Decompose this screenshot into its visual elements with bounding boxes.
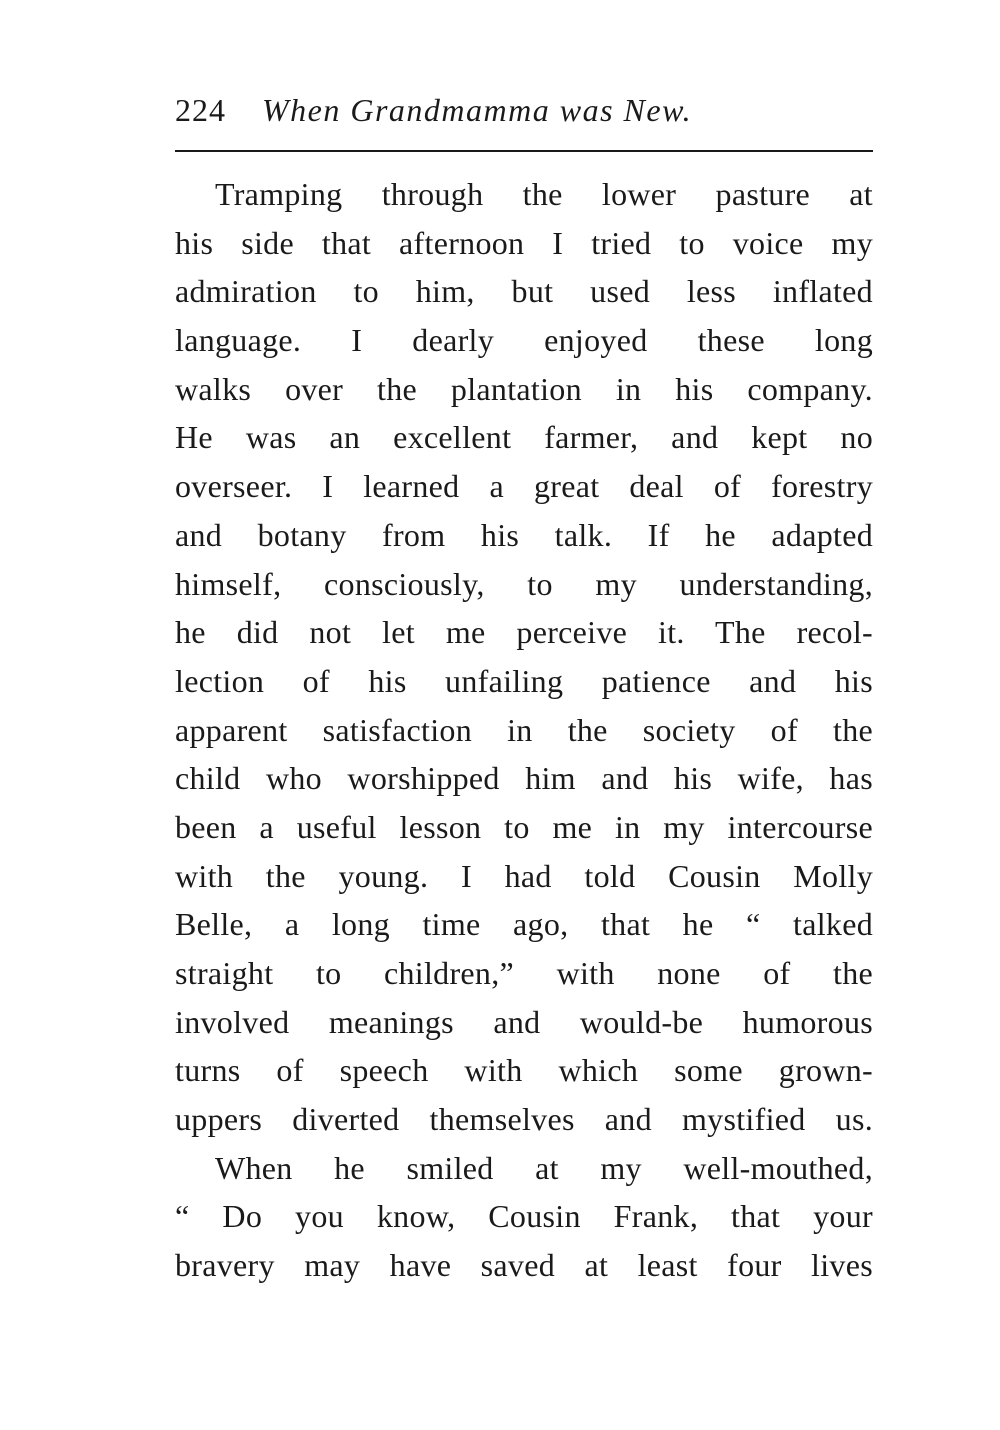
text-line: child who worshipped him and his wife, has [175, 760, 873, 797]
text-line: Tramping through the lower pasture at [215, 176, 873, 212]
text-line: he did not let me perceive it. The recol- [175, 614, 873, 651]
page-number: 224 [175, 92, 226, 128]
text-line: language. I dearly enjoyed these long [175, 322, 873, 359]
text-line: straight to children,” with none of the [175, 955, 873, 991]
text-line: been a useful lesson to me in my intercourse [175, 808, 873, 845]
running-title: When Grandmamma was New. [262, 92, 693, 128]
text-line: apparent satisfaction in the society of the [175, 711, 873, 748]
text-line: walks over the plantation in his company. [175, 370, 873, 407]
header-rule [175, 150, 873, 152]
text-line: involved meanings and would-be humorous [175, 1003, 873, 1040]
text-line: Belle, a long time ago, that he “ talked [175, 906, 873, 943]
text-line: admiration to him, but used less inflated [175, 273, 873, 310]
body-text [175, 170, 873, 1290]
text-line: lection of his unfailing patience and his [175, 662, 873, 699]
text-line: and botany from his talk. If he adapted [175, 516, 873, 553]
text-line: “ Do you know, Cousin Frank, that your [175, 1198, 873, 1235]
text-line: uppers diverted themselves and mystified us. [175, 1101, 873, 1138]
page-header [175, 92, 873, 136]
text-line: overseer. I learned a great deal of forestry [175, 468, 873, 505]
text-line: himself, consciously, to my understanding, [175, 565, 873, 602]
text-line: He was an excellent farmer, and kept no [175, 419, 873, 456]
text-line: bravery may have saved at least four lives [175, 1247, 873, 1284]
text-line: When he smiled at my well-mouthed, [215, 1149, 873, 1186]
text-line: his side that afternoon I tried to voice my [175, 224, 873, 261]
text-line: turns of speech with which some grown- [175, 1052, 873, 1089]
text-line: with the young. I had told Cousin Molly [175, 857, 873, 894]
